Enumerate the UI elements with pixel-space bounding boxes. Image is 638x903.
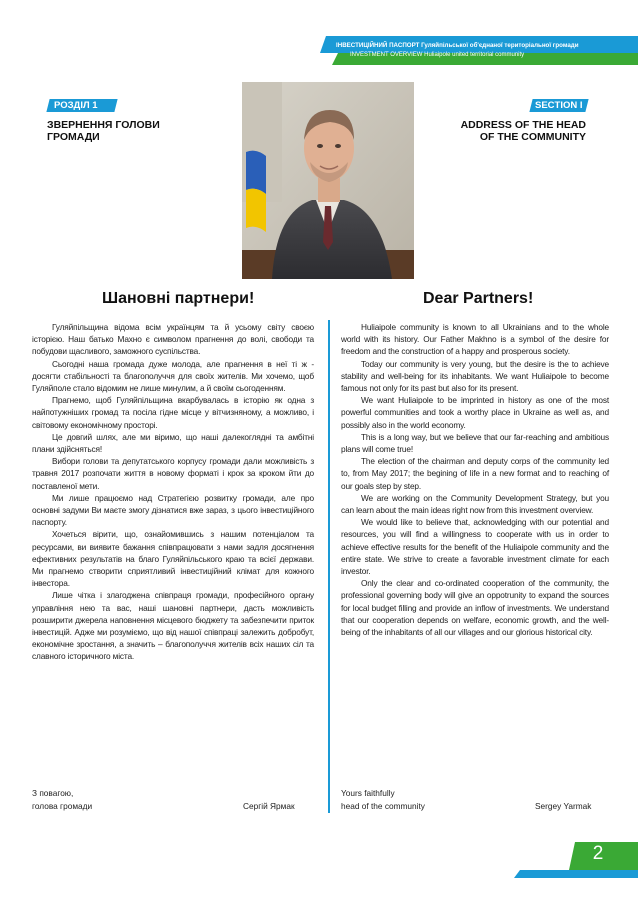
paragraph-en-3: We want Huliaipole to be imprinted in history as one of the most powerful communities and took a worthy place in Ukraine as well as, and possibly also in the world economy. <box>341 395 609 430</box>
paragraph-en-6: We are working on the Community Development Strategy, but you can learn about the main ideas right now from this investment overview. <box>341 492 609 516</box>
letter-column-en <box>341 321 609 638</box>
footer-page-bar <box>0 836 638 878</box>
greeting-ua: Шановні партнери! <box>102 290 255 307</box>
section-tag-ua: РОЗДІЛ 1 <box>46 99 117 112</box>
paragraph-ua-7: Хочеться вірити, що, ознайомившись з нашим потенціалом та ресурсами, ви виявите бажання співпрацювати з нами задля досягнення ефективних результатів на благо Гуляйпільського краю та всієї держави. Ми прагнемо створити сприятливий інвестиційний клімат для кожного інвестора. <box>32 529 314 589</box>
signature-name-ua: Сергій Ярмак <box>243 801 295 811</box>
section-title-en-line1: ADDRESS OF THE HEAD <box>460 119 586 131</box>
paragraph-ua-5: Вибори голови та депутатського корпусу громади дали можливість з травня 2017 розпочати життя в новому форматі і крок за кроком йти до поставленої мети. <box>32 456 314 491</box>
section-title-en <box>420 119 586 143</box>
page-number: 2 <box>592 843 604 864</box>
portrait-photo <box>242 82 414 279</box>
paragraph-ua-2: Сьогодні наша громада дуже молода, але прагнення в неї ті ж - досягти стабільності та благополуччя для своїх жителів. Ми хочемо, щоб Гуляйполе стало відомим не лише минулим, а й своїм сьогоденням. <box>32 358 314 394</box>
header-banner-shape <box>320 36 638 65</box>
signature-closing-ua: З повагою, <box>32 788 74 798</box>
signature-closing-en: Yours faithfully <box>341 788 395 798</box>
paragraph-ua-3: Прагнемо, щоб Гуляйпільщина вкарбувалась в історію як одна з найпотужніших громад та посіла гідне місце у вітчизняному, а можливо, і світовому економічному просторі. <box>32 395 314 430</box>
header-title-ua: ІНВЕСТИЦІЙНИЙ ПАСПОРТ Гуляйпільської об'єднаної територіальної громади <box>336 42 579 49</box>
signature-role-ua: голова громади <box>32 801 93 811</box>
paragraph-ua-1: Гуляйпільщина відома всім українцям та й усьому світу своєю історією. Наш батько Махно є символом прагнення до волі, свободи та побудови щасливого, заможного суспільства. <box>32 322 314 357</box>
greeting-en: Dear Partners! <box>423 290 534 307</box>
paragraph-en-8: Only the clear and co-ordinated cooperation of the community, the professional governing body will give an oppotrunity to expand the sources for local budget filling and provide an inflow of investments. We understand that our cooperation depends on welfare, economic growth, and the well-being of the inhabitants of all our villages and our glorious historical city. <box>341 578 609 638</box>
paragraph-en-4: This is a long way, but we believe that our far-reaching and ambitious plans will come true! <box>341 431 609 455</box>
paragraph-ua-8: Лише чітка і злагоджена співпраця громади, професійного органу управління нею та вас, наші шановні партнери, дасть можливість розширити джерела наповнення місцевого бюджету та забезпечити приток інвестицій. Адже ми розуміємо, що від нашої співпраці залежить добробут, економічне зростання, а значить – благополуччя жителів всіх наших сіл та славного історичного міста. <box>32 590 314 662</box>
paragraph-en-7: We would like to believe that, acknowledging with our potential and resources, you will find a willingness to cooperate with us in order to achieve effective results for the benefit of the Huliaipole community and the entire state. We strive to create a favorable investment climate for each investor. <box>341 517 609 577</box>
paragraph-en-5: The election of the chairman and deputy corps of the community led to, from May 2017; the begining of life in a new format and to reaching of our goals step by step. <box>341 456 609 491</box>
paragraph-en-2: Today our community is very young, but the desire is the to achieve stability and well-being for its inhabitants. We want Huliaipole to become famous not only for its past but also for its present. <box>341 358 609 394</box>
paragraph-ua-6: Ми лише працюємо над Стратегією розвитку громади, але про основні задуми Ви маєте змогу дізнатися вже зараз, з цього інвестиційного паспорту. <box>32 492 314 528</box>
section-tag-en: SECTION I <box>529 99 588 112</box>
column-divider <box>328 320 330 813</box>
signature-name-en: Sergey Yarmak <box>535 801 592 811</box>
header-title-en: INVESTMENT OVERVIEW Huliaipole united territorial community <box>350 51 525 58</box>
paragraph-ua-4: Це довгий шлях, але ми віримо, що наші далекоглядні та амбітні плани здійсняться! <box>32 431 314 455</box>
section-title-en-line2: OF THE COMMUNITY <box>479 131 586 143</box>
paragraph-en-1: Huliaipole community is known to all Ukrainians and to the whole world with its history. Our Father Makhno is a symbol of the desire for freedom and the construction of a happy and prosperous society. <box>341 322 609 357</box>
header-banner <box>320 36 638 65</box>
section-title-ua: ЗВЕРНЕННЯ ГОЛОВИ ГРОМАДИ <box>47 119 160 143</box>
letter-column-ua <box>32 321 314 663</box>
signature-role-en: head of the community <box>341 801 425 811</box>
